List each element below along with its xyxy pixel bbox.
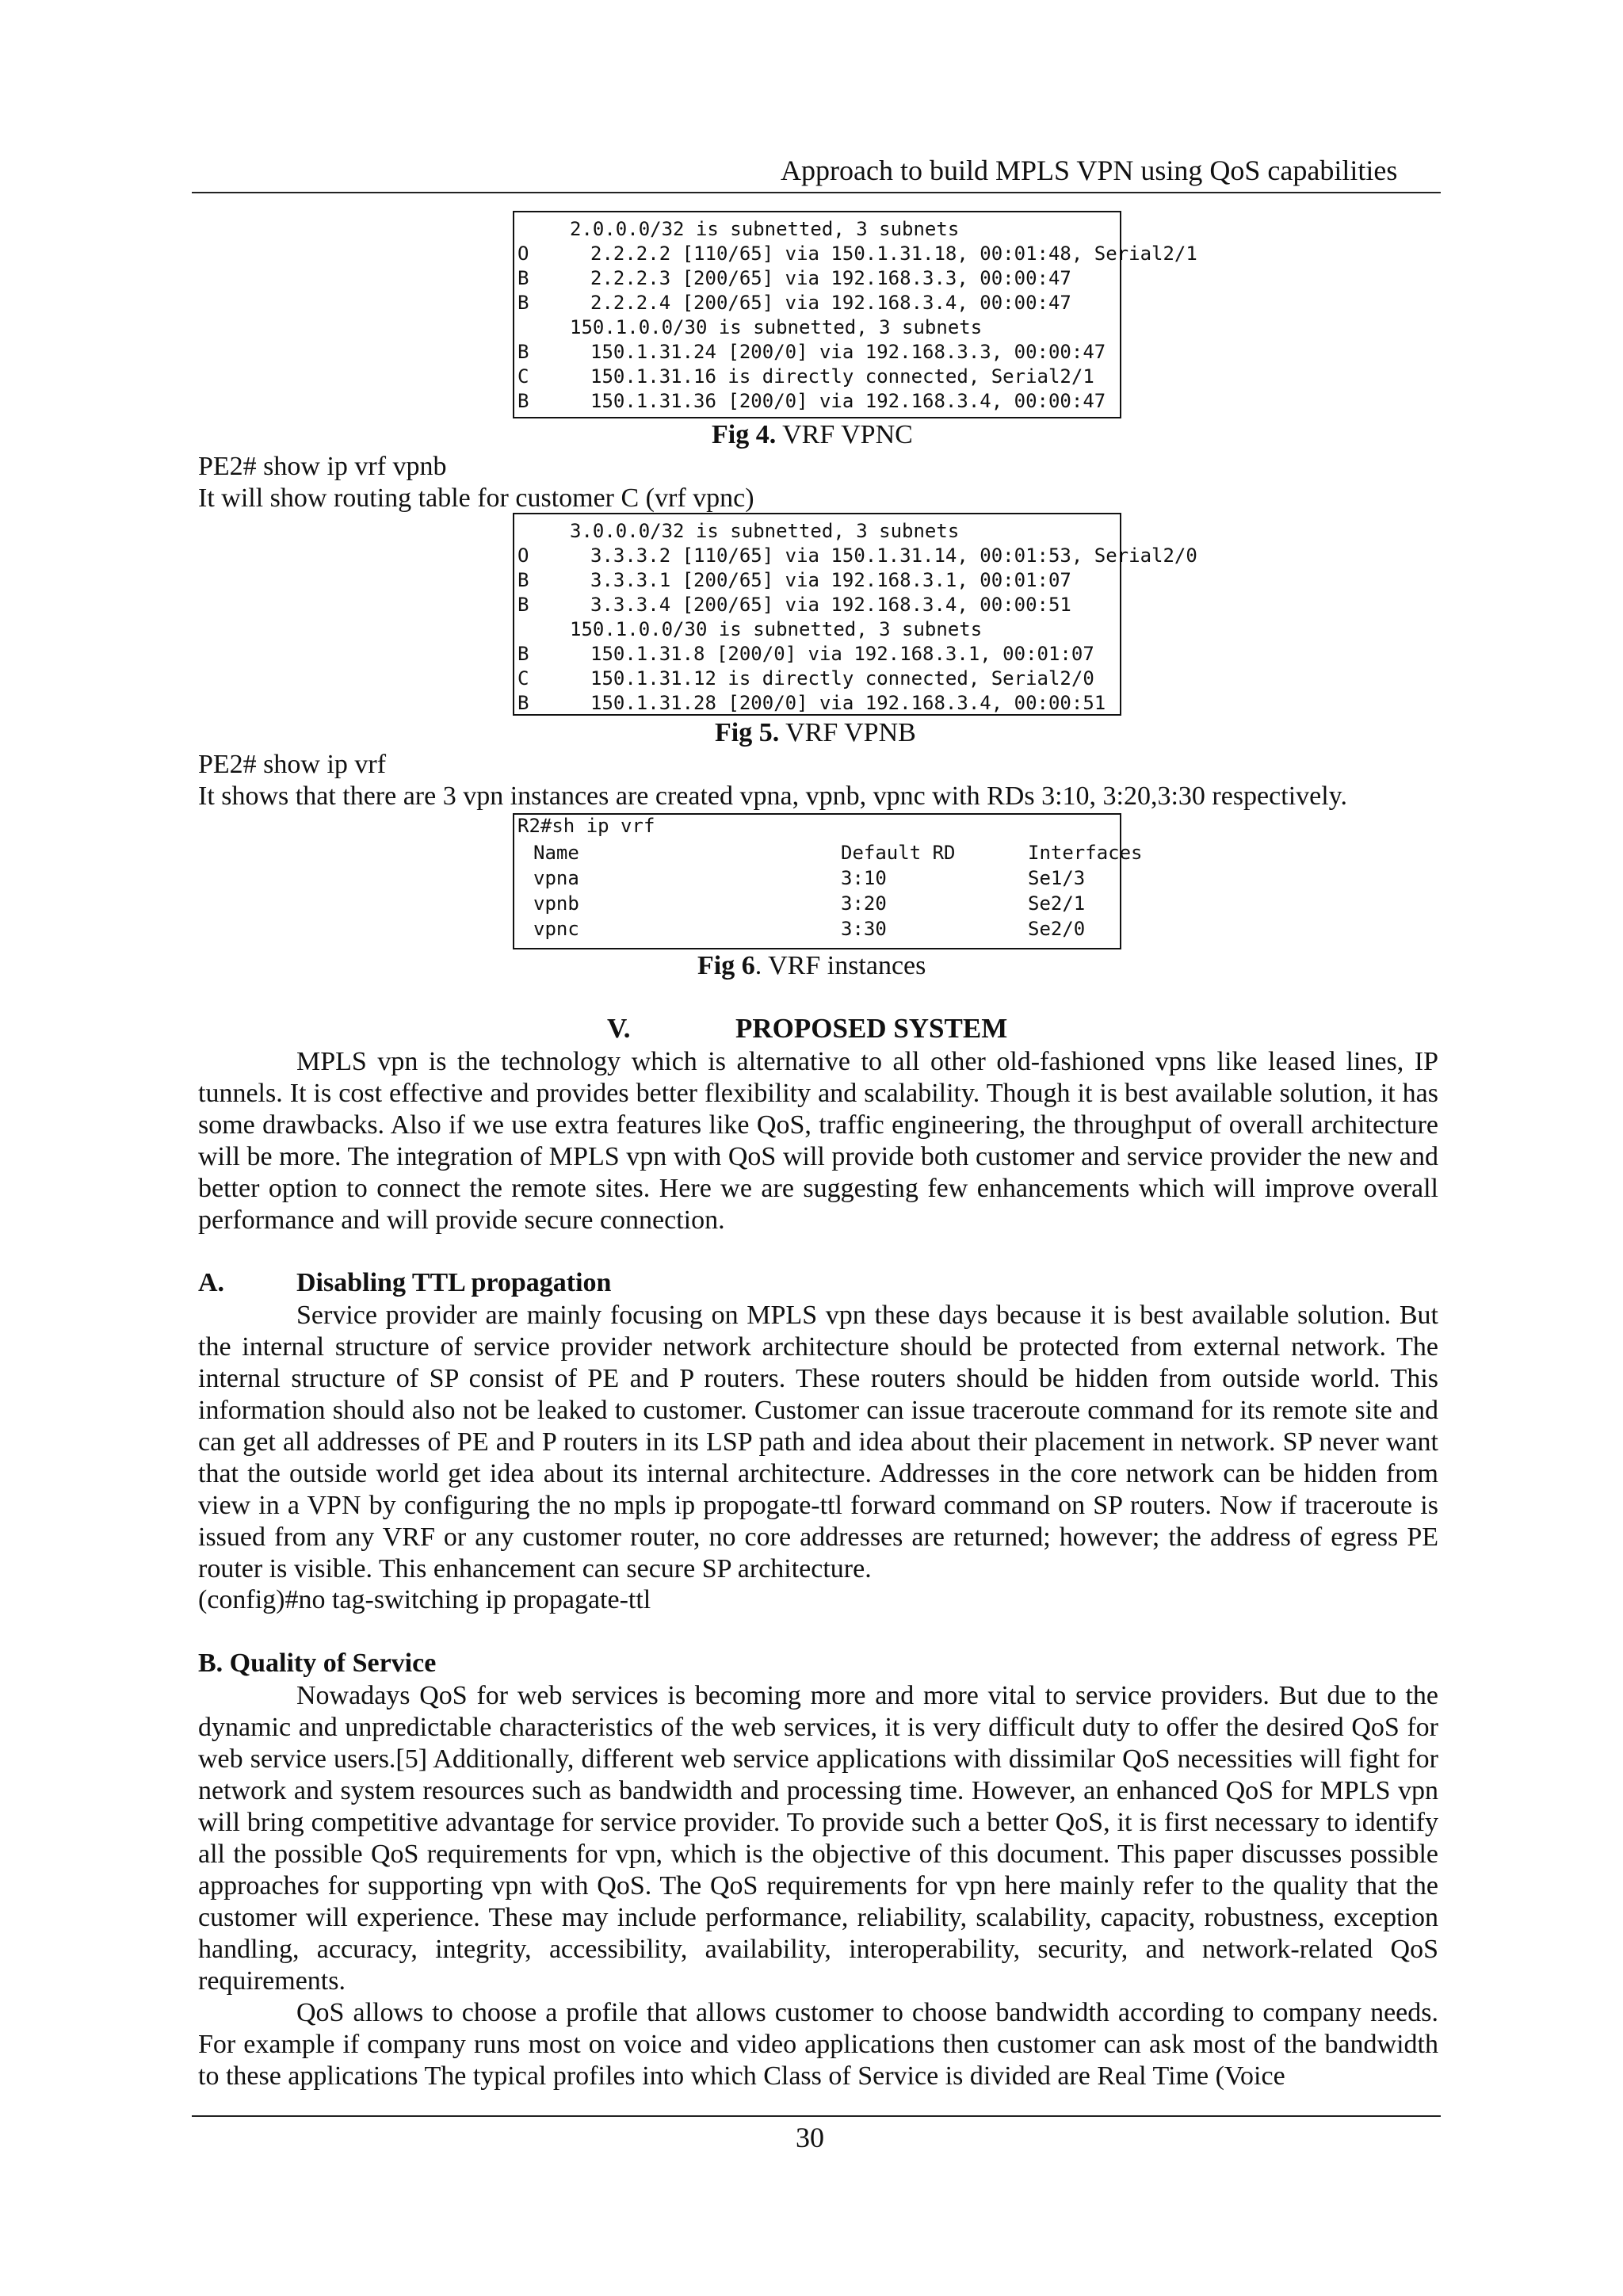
route-code: C xyxy=(517,365,529,388)
route-entry xyxy=(514,593,1120,617)
command-show-ip-vrf-vpnb: PE2# show ip vrf vpnb xyxy=(198,452,447,481)
fig6-caption: Fig 6. VRF instances xyxy=(697,951,926,980)
subsection-b-title: B. Quality of Service xyxy=(198,1648,437,1678)
config-command: (config)#no tag-switching ip propagate-ttl xyxy=(198,1585,651,1614)
vrf-header-name: Name xyxy=(533,842,579,864)
fig6-vrf-instances-table xyxy=(513,813,1143,949)
paragraph-proposed-system: MPLS vpn is the technology which is alternative to all other old-fashioned vpns like leased lines, IP tunnels. It is cost effective and provides better flexibility and scalability. Though it is best available solution, it has some drawbacks. Also if we use extra features like QoS, traffic engineering, the throughput of overall architecture will be more. The integration of MPLS vpn with QoS will provide both customer and service provider the new and better option to connect the remote sites. Here we are suggesting few enhancements which will improve overall performance and will provide secure connection. xyxy=(198,1047,1438,1235)
route-code: O xyxy=(517,243,529,265)
fig5-caption: Fig 5. VRF VPNB xyxy=(715,718,916,747)
route-text: 3.0.0.0/32 is subnetted, 3 subnets xyxy=(570,520,960,542)
route-entry xyxy=(514,217,1120,242)
command-description-2: It shows that there are 3 vpn instances are created vpna, vpnb, vpnc with RDs 3:10, 3:20,3:30 respectively. xyxy=(198,781,1347,811)
route-code: B xyxy=(517,390,529,412)
route-code: O xyxy=(517,544,529,567)
footer-rule xyxy=(192,2115,1441,2117)
vrf-row-interface: Se2/0 xyxy=(1028,918,1086,940)
route-entry xyxy=(514,667,1120,691)
vrf-row-name: vpnc xyxy=(533,918,579,940)
route-code: B xyxy=(517,643,529,665)
header-rule xyxy=(192,192,1441,193)
fig5-routing-table xyxy=(513,513,1197,716)
route-entry xyxy=(514,340,1120,365)
running-header: Approach to build MPLS VPN using QoS capabilities xyxy=(781,155,1398,186)
route-entry xyxy=(514,691,1120,716)
route-text: 3.3.3.4 [200/65] via 192.168.3.4, 00:00:51 xyxy=(590,594,1071,616)
route-text: 3.3.3.1 [200/65] via 192.168.3.1, 00:01:07 xyxy=(590,569,1071,591)
section-number: V. xyxy=(607,1013,631,1044)
paragraph-qos-2: QoS allows to choose a profile that allows customer to choose bandwidth according to company needs. For example if company runs most on voice and video applications then customer can ask most of the bandwidth to these applications The typical profiles into which Class of Service is divided are Real Time (Voice xyxy=(198,1998,1438,2091)
route-text: 150.1.0.0/30 is subnetted, 3 subnets xyxy=(570,316,983,338)
route-code: B xyxy=(517,341,529,363)
route-entry xyxy=(514,519,1120,544)
vrf-row-rd: 3:20 xyxy=(841,892,887,915)
vrf-header-interfaces: Interfaces xyxy=(1028,842,1143,864)
vrf-prompt: R2#sh ip vrf xyxy=(517,815,655,837)
route-text: 3.3.3.2 [110/65] via 150.1.31.14, 00:01:53, Serial2/0 xyxy=(590,544,1197,567)
route-code: B xyxy=(517,267,529,289)
command-description-1: It will show routing table for customer C (vrf vpnc) xyxy=(198,483,754,513)
route-text: 150.1.31.28 [200/0] via 192.168.3.4, 00:00:51 xyxy=(590,692,1106,714)
vrf-row-rd: 3:10 xyxy=(841,867,887,889)
subsection-a-title: Disabling TTL propagation xyxy=(296,1268,612,1297)
vrf-row-name: vpna xyxy=(533,867,579,889)
fig4-caption: Fig 4. VRF VPNC xyxy=(712,420,913,449)
route-text: 150.1.31.36 [200/0] via 192.168.3.4, 00:00:47 xyxy=(590,390,1106,412)
route-code: C xyxy=(517,667,529,690)
route-text: 150.1.31.12 is directly connected, Serial2/0 xyxy=(590,667,1094,690)
paragraph-ttl-propagation: Service provider are mainly focusing on MPLS vpn these days because it is best available solution. But the internal structure of service provider network architecture should be protected from external network. The internal structure of SP consist of PE and P routers. These routers should be hidden from outside world. This information should also not be leaked to customer. Customer can issue traceroute command for its remote site and can get all addresses of PE and P routers in its LSP path and idea about their placement in network. SP never want that the outside world get idea about its internal architecture. Addresses in the core network can be hidden from view in a VPN by configuring the no mpls ip propogate-ttl forward command on SP routers. Now if traceroute is issued from any VRF or any customer router, no core addresses are returned; however; the address of egress PE router is visible. This enhancement can secure SP architecture. xyxy=(198,1301,1438,1584)
vrf-row-interface: Se1/3 xyxy=(1028,867,1086,889)
route-text: 150.1.31.8 [200/0] via 192.168.3.1, 00:01:07 xyxy=(590,643,1094,665)
vrf-header-rd: Default RD xyxy=(841,842,956,864)
section-title: PROPOSED SYSTEM xyxy=(735,1013,1008,1044)
route-entry xyxy=(514,642,1120,667)
route-text: 150.1.31.16 is directly connected, Serial2/1 xyxy=(590,365,1094,388)
route-code: B xyxy=(517,692,529,714)
route-text: 2.0.0.0/32 is subnetted, 3 subnets xyxy=(570,218,960,240)
route-entry xyxy=(514,544,1197,568)
route-entry xyxy=(514,389,1120,414)
route-entry xyxy=(514,315,1120,340)
route-entry xyxy=(514,242,1197,266)
vrf-row-rd: 3:30 xyxy=(841,918,887,940)
route-entry xyxy=(514,568,1120,593)
route-entry xyxy=(514,291,1120,315)
fig4-routing-table xyxy=(513,211,1197,418)
route-entry xyxy=(514,617,1120,642)
route-text: 150.1.31.24 [200/0] via 192.168.3.3, 00:00:47 xyxy=(590,341,1106,363)
route-text: 150.1.0.0/30 is subnetted, 3 subnets xyxy=(570,618,983,640)
command-show-ip-vrf: PE2# show ip vrf xyxy=(198,750,387,779)
subsection-a-label: A. xyxy=(198,1268,225,1297)
route-entry xyxy=(514,266,1120,291)
route-text: 2.2.2.4 [200/65] via 192.168.3.4, 00:00:47 xyxy=(590,292,1071,314)
route-text: 2.2.2.3 [200/65] via 192.168.3.3, 00:00:47 xyxy=(590,267,1071,289)
page-number: 30 xyxy=(796,2122,824,2153)
route-code: B xyxy=(517,569,529,591)
vrf-row-name: vpnb xyxy=(533,892,579,915)
route-text: 2.2.2.2 [110/65] via 150.1.31.18, 00:01:48, Serial2/1 xyxy=(590,243,1197,265)
vrf-row-interface: Se2/1 xyxy=(1028,892,1086,915)
route-code: B xyxy=(517,292,529,314)
paragraph-qos-1: Nowadays QoS for web services is becoming more and more vital to service providers. But due to the dynamic and unpredictable characteristics of the web services, it is very difficult duty to offer the desired QoS for web service users.[5] Additionally, different web service applications with dissimilar QoS necessities will fight for network and system resources such as bandwidth and processing time. However, an enhanced QoS for MPLS vpn will bring competitive advantage for service provider. To provide such a better QoS, it is first necessary to identify all the possible QoS requirements for vpn, which is the objective of this document. This paper discusses possible approaches for supporting vpn with QoS. The QoS requirements for vpn here mainly refer to the quality that the customer will experience. These may include performance, reliability, scalability, capacity, robustness, exception handling, accuracy, integrity, accessibility, availability, interoperability, security, and network-related QoS requirements. xyxy=(198,1681,1438,1996)
route-entry xyxy=(514,365,1120,389)
route-code: B xyxy=(517,594,529,616)
